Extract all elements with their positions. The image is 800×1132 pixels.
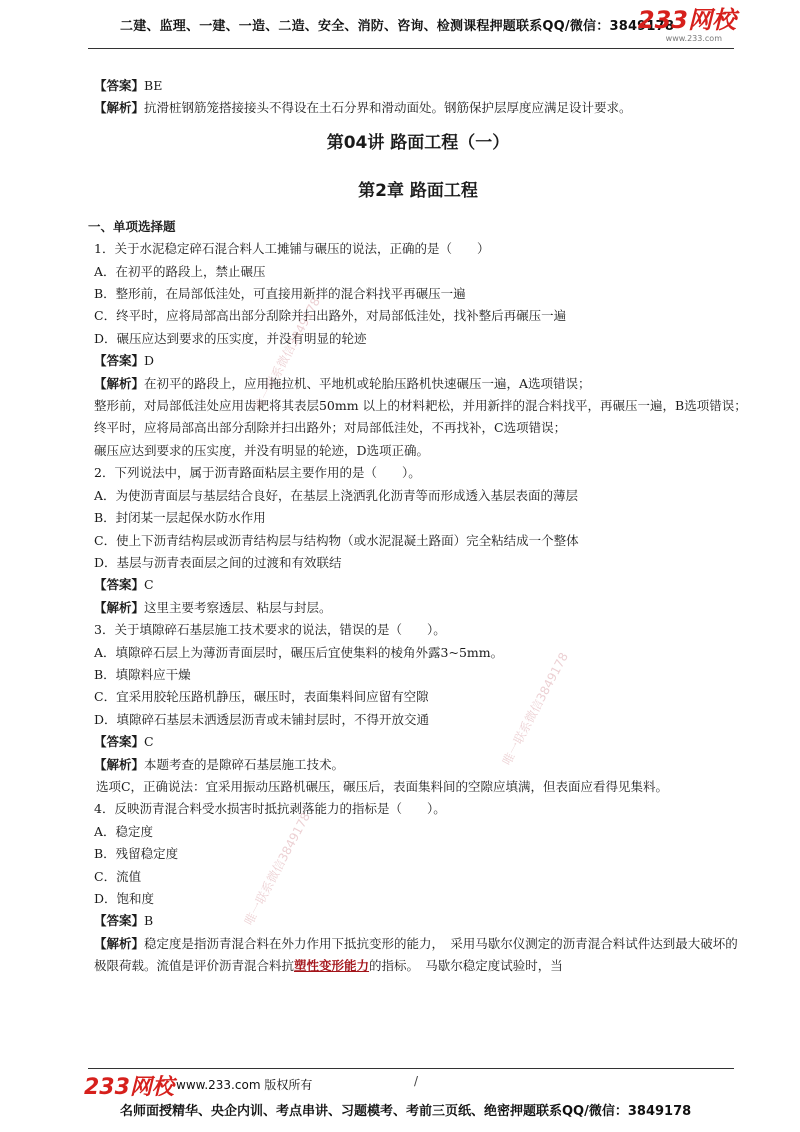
q1-option-d: D．碾压应达到要求的压实度，并没有明显的轮迹	[94, 330, 367, 346]
q2-option-a: A．为使沥青面层与基层结合良好，在基层上浇洒乳化沥青等而形成透入基层表面的薄层	[94, 487, 579, 503]
q2-answer: 【答案】C	[94, 577, 154, 593]
lecture-title: 第04讲 路面工程（一）	[326, 132, 510, 153]
q3-option-a: A．填隙碎石层上为薄沥青面层时，碾压后宜使集料的棱角外露3~5mm。	[94, 644, 504, 660]
document-body	[88, 75, 748, 978]
brand-logo-url: www.233.com	[665, 34, 722, 43]
q2-analysis: 【解析】这里主要考察透层、粘层与封层。	[94, 599, 332, 615]
q1-option-b: B．整形前，在局部低洼处，可直接用新拌的混合料找平再碾压一遍	[94, 286, 466, 302]
q1-analysis-4: 碾压应达到要求的压实度，并没有明显的轮迹，D选项正确。	[94, 442, 430, 458]
q3-option-d: D．填隙碎石基层未洒透层沥青或未铺封层时，不得开放交通	[94, 711, 430, 727]
q4-option-b: B．残留稳定度	[94, 846, 179, 862]
q4-option-c: C．流值	[94, 868, 142, 884]
q1-option-a: A．在初平的路段上，禁止碾压	[94, 263, 266, 279]
q1-stem: 1．关于水泥稳定碎石混合料人工摊铺与碾压的说法，正确的是（ ）	[94, 241, 490, 257]
brand-logo[interactable]: 233网校	[637, 6, 736, 34]
q1-analysis-1: 【解析】在初平的路段上，应用拖拉机、平地机或轮胎压路机快速碾压一遍，A选项错误；	[94, 375, 591, 391]
prev-answer-line: 【答案】BE	[94, 78, 163, 93]
footer-site-text: www.233.com 版权所有	[176, 1078, 313, 1092]
watermark-1: 唯一联系微信3849178	[251, 295, 324, 413]
q2-option-d: D．基层与沥青表面层之间的过渡和有效联结	[94, 554, 342, 570]
q2-option-c: C．使上下沥青结构层或沥青结构层与结构物（或水泥混凝土路面）完全粘结成一个整体	[94, 532, 579, 548]
q3-stem: 3．关于填隙碎石基层施工技术要求的说法，错误的是（ ）。	[94, 622, 446, 638]
q3-analysis-2: 选项C，正确说法：宜采用振动压路机碾压，碾压后，表面集料间的空隙应填满，但表面应看得见集料。	[95, 778, 669, 794]
watermark-3: 唯一联系微信3849178	[241, 810, 314, 928]
q1-answer: 【答案】D	[94, 353, 155, 369]
highlight-link[interactable]: 塑性变形能力	[294, 958, 370, 974]
q4-option-d: D．饱和度	[94, 891, 155, 906]
watermark-2: 唯一联系微信3849178	[499, 650, 572, 768]
footer-promo-text: 名师面授精华、央企内训、考点串讲、习题模考、考前三页纸、绝密押题联系QQ/微信：3849178	[120, 1104, 692, 1119]
q1-analysis-2: 整形前，对局部低洼处应用齿耙将其表层50mm 以上的材料耙松，并用新拌的混合料找平，再碾压一遍，B选项错误；	[93, 398, 747, 414]
q1-option-c: C．终平时，应将局部高出部分刮除并扫出路外，对局部低洼处，找补整后再碾压一遍	[94, 308, 567, 324]
q3-answer: 【答案】C	[94, 734, 154, 750]
header-promo-text: 二建、监理、一建、一造、二造、安全、消防、咨询、检测课程押题联系QQ/微信：3849178	[120, 19, 675, 34]
q2-option-b: B．封闭某一层起保水防水作用	[94, 510, 266, 526]
q3-option-c: C．宜采用胶轮压路机静压，碾压时，表面集料间应留有空隙	[94, 689, 429, 705]
q2-stem: 2．下列说法中，属于沥青路面粘层主要作用的是（ ）。	[94, 465, 421, 481]
chapter-title: 第2章 路面工程	[358, 180, 478, 201]
q4-option-a: A．稳定度	[94, 823, 154, 839]
page-header	[0, 0, 800, 48]
prev-analysis-line: 【解析】抗滑桩钢筋笼搭接接头不得设在土石分界和滑动面处。钢筋保护层厚度应满足设计要求。	[94, 100, 632, 116]
header-divider	[88, 48, 734, 49]
footer-brand-logo[interactable]: 233网校	[84, 1075, 174, 1100]
q4-answer: 【答案】B	[94, 913, 154, 929]
q4-analysis: 【解析】稳定度是指沥青混合料在外力作用下抵抗变形的能力， 采用马歇尔仪测定的沥青混合料试件达到最大破坏的极限荷载。流值是评价沥青混合料抗塑性变形能力的指标。 马歇尔稳定度试验时，当	[94, 935, 738, 974]
section-heading: 一、单项选择题	[88, 218, 176, 234]
footer-divider	[88, 1068, 734, 1069]
q3-option-b: B．填隙料应干燥	[94, 666, 191, 682]
q3-analysis-1: 【解析】本题考查的是隙碎石基层施工技术。	[94, 756, 345, 772]
q1-analysis-3: 终平时，应将局部高出部分刮除并扫出路外；对局部低洼处，不再找补，C选项错误；	[94, 420, 567, 436]
q4-stem: 4．反映沥青混合料受水损害时抵抗剥落能力的指标是（ ）。	[94, 801, 446, 817]
footer-page-separator: /	[414, 1074, 419, 1088]
